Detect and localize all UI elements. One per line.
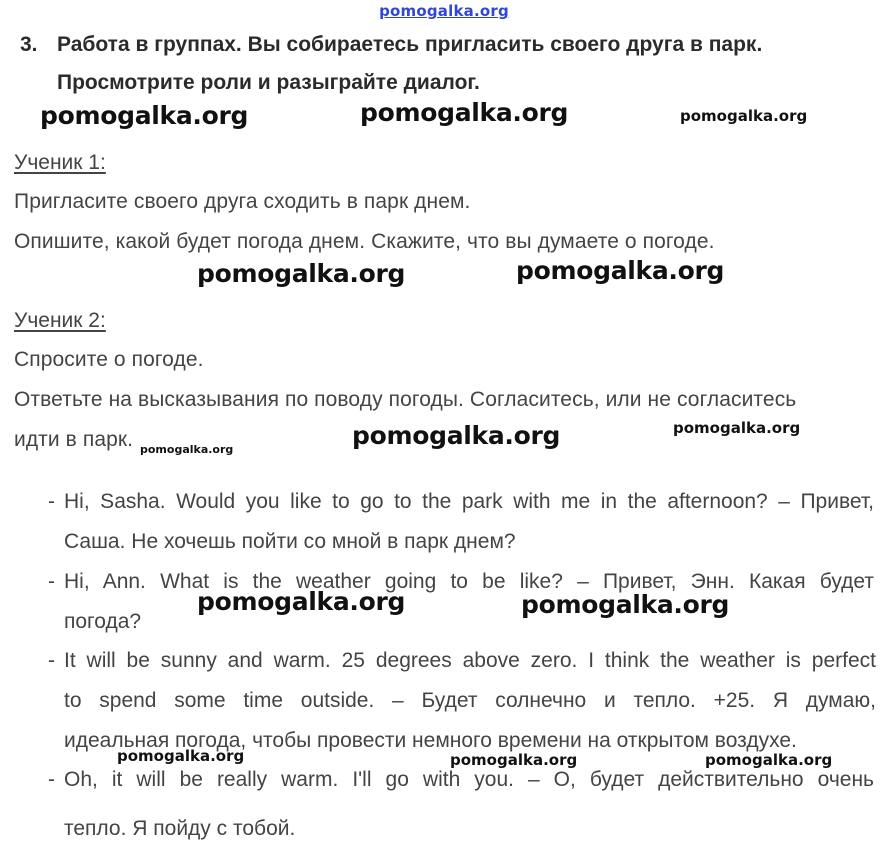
student-1-task-2: Опишите, какой будет погода днем. Скажите, что вы думаете о погоде. — [14, 230, 715, 253]
watermark: pomogalka.org — [673, 419, 801, 437]
dialogue-dash: - — [48, 570, 55, 593]
watermark: pomogalka.org — [521, 590, 730, 619]
watermark: pomogalka.org — [197, 587, 406, 616]
dialogue-dash: - — [48, 768, 55, 791]
dialogue-dash: - — [48, 649, 55, 672]
task-title-line-1: Работа в группах. Вы собираетесь пригласить своего друга в парк. — [57, 33, 763, 56]
dialogue-dash: - — [48, 490, 55, 513]
student-2-label: Ученик 2: — [14, 309, 106, 332]
dialogue-line: тепло. Я пойду с тобой. — [64, 817, 296, 840]
student-1-label: Ученик 1: — [14, 151, 106, 174]
dialogue-line: Саша. Не хочешь пойти со мной в парк днем? — [64, 530, 516, 553]
student-1-task-1: Пригласите своего друга сходить в парк днем. — [14, 190, 471, 213]
student-2-task-1: Спросите о погоде. — [14, 348, 204, 371]
dialogue-line: to spend some time outside. – Будет солнечно и тепло. +25. Я думаю, — [64, 689, 876, 712]
watermark: pomogalka.org — [140, 443, 234, 456]
task-title-line-2: Просмотрите роли и разыграйте диалог. — [57, 71, 480, 94]
dialogue-line: Hi, Ann. What is the weather going to be like? – Привет, Энн. Какая будет — [64, 570, 874, 593]
student-2-task-2: Ответьте на высказывания по поводу погоды. Согласитесь, или не согласитесь — [14, 388, 797, 411]
watermark: pomogalka.org — [516, 256, 725, 285]
watermark: pomogalka.org — [117, 747, 245, 765]
watermark: pomogalka.org — [680, 107, 808, 125]
watermark: pomogalka.org — [352, 421, 561, 450]
watermark: pomogalka.org — [360, 98, 569, 127]
task-number: 3. — [20, 33, 38, 56]
watermark: pomogalka.org — [40, 101, 249, 130]
dialogue-line: Hi, Sasha. Would you like to go to the park with me in the afternoon? – Привет, — [64, 490, 874, 513]
watermark: pomogalka.org — [450, 751, 578, 769]
student-2-task-3: идти в парк. — [14, 428, 134, 451]
site-link[interactable]: pomogalka.org — [379, 2, 509, 20]
dialogue-line: Oh, it will be really warm. I'll go with you. – О, будет действительно очень — [64, 768, 874, 791]
dialogue-line: погода? — [64, 610, 142, 633]
watermark: pomogalka.org — [197, 259, 406, 288]
watermark: pomogalka.org — [705, 751, 833, 769]
dialogue-line: It will be sunny and warm. 25 degrees above zero. I think the weather is perfect — [64, 649, 876, 672]
dialogue-line: идеальная погода, чтобы провести немного времени на открытом воздухе. — [64, 729, 797, 752]
